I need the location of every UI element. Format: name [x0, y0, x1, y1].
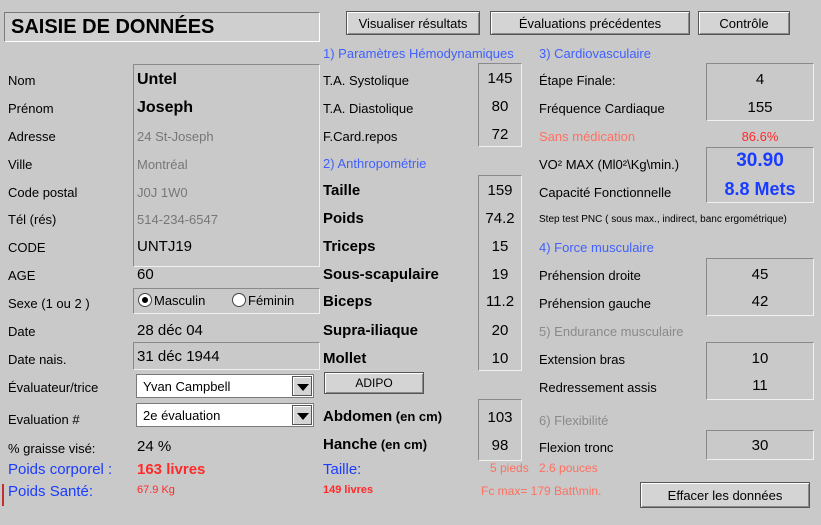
code-field[interactable]: UNTJ19 — [137, 238, 193, 255]
label-supra-iliaque: Supra-iliaque — [323, 322, 419, 339]
adipo-button[interactable]: ADIPO — [324, 372, 424, 394]
label-date-nais: Date nais. — [8, 352, 67, 367]
clear-data-button[interactable]: Effacer les données — [640, 482, 810, 508]
tel-field[interactable]: 514-234-6547 — [137, 212, 218, 227]
label-sous-scapulaire: Sous-scapulaire — [323, 266, 439, 283]
label-tel: Tél (rés) — [8, 212, 57, 227]
radio-female-icon[interactable] — [232, 293, 246, 307]
abdomen-label-group: Abdomen (en cm) — [323, 408, 443, 425]
poids-sante-label: Poids Santé: — [8, 483, 94, 500]
section-anthropometrie: 2) Anthropométrie — [323, 156, 427, 171]
control-button[interactable]: Contrôle — [698, 11, 790, 35]
prehension-gauche-value[interactable]: 42 — [751, 293, 769, 310]
sexe-male-option[interactable]: Masculin — [138, 293, 205, 308]
mollet-value[interactable]: 10 — [491, 350, 509, 367]
taille-value[interactable]: 159 — [487, 182, 513, 199]
evaluation-select[interactable]: 2e évaluation — [136, 403, 314, 427]
taille-footer-label: Taille: — [323, 461, 362, 478]
capacite-fonctionnelle-value: 8.8 Mets — [724, 179, 796, 199]
label-nom: Nom — [8, 73, 36, 88]
taille-pouces: 2.6 pouces — [539, 461, 598, 475]
section-hemodynamique: 1) Paramètres Hémodynamiques — [323, 46, 514, 61]
step-test-note: Step test PNC ( sous max., indirect, banc ergométrique) — [539, 214, 787, 225]
prenom-field[interactable]: Joseph — [137, 99, 194, 116]
graisse-field[interactable]: 24 % — [137, 438, 172, 455]
evaluateur-select[interactable]: Yvan Campbell — [136, 374, 314, 398]
ta-systolique-value[interactable]: 145 — [487, 70, 513, 87]
medication-percent: 86.6% — [741, 129, 779, 144]
label-sexe: Sexe (1 ou 2 ) — [8, 296, 90, 311]
left-marker — [2, 484, 4, 506]
chevron-down-icon[interactable] — [292, 376, 312, 396]
page-title: SAISIE DE DONNÉES — [4, 12, 320, 42]
label-ta-diastolique: T.A. Diastolique — [323, 101, 414, 116]
label-capacite-fonctionnelle: Capacité Fonctionnelle — [539, 185, 672, 200]
poids-corporel-label: Poids corporel : — [8, 461, 113, 478]
label-evaluateur: Évaluateur/trice — [8, 380, 99, 395]
label-date: Date — [8, 324, 36, 339]
code-postal-field[interactable]: J0J 1W0 — [137, 185, 188, 200]
section-force-musculaire: 4) Force musculaire — [539, 240, 654, 255]
section-flexibilite: 6) Flexibilité — [539, 413, 609, 428]
previous-evaluations-button[interactable]: Évaluations précédentes — [490, 11, 690, 35]
nom-field[interactable]: Untel — [137, 71, 177, 88]
label-biceps: Biceps — [323, 293, 373, 310]
supra-iliaque-value[interactable]: 20 — [491, 322, 509, 339]
vo2-max-value: 30.90 — [736, 150, 784, 171]
label-poids: Poids — [323, 210, 364, 227]
poids-value[interactable]: 74.2 — [485, 210, 515, 227]
hanche-value[interactable]: 98 — [491, 437, 509, 454]
section-endurance-musculaire: 5) Endurance musculaire — [539, 324, 684, 339]
poids-sante-value: 67.9 Kg — [137, 484, 175, 496]
label-age: AGE — [8, 268, 36, 283]
section-cardiovasculaire: 3) Cardiovasculaire — [539, 46, 651, 61]
label-frequence-cardiaque: Fréquence Cardiaque — [539, 101, 665, 116]
view-results-button[interactable]: Visualiser résultats — [346, 11, 480, 35]
taille-pieds: 5 pieds — [490, 461, 529, 475]
ta-diastolique-value[interactable]: 80 — [491, 98, 509, 115]
label-fcard-repos: F.Card.repos — [323, 129, 398, 144]
label-extension-bras: Extension bras — [539, 352, 625, 367]
sans-medication-label: Sans médication — [539, 129, 636, 144]
etape-finale-value[interactable]: 4 — [755, 71, 765, 88]
frequence-cardiaque-value[interactable]: 155 — [747, 99, 773, 116]
ville-field[interactable]: Montréal — [137, 157, 188, 172]
prehension-droite-value[interactable]: 45 — [751, 266, 769, 283]
sexe-female-option[interactable]: Féminin — [232, 293, 294, 308]
abdomen-value[interactable]: 103 — [487, 409, 513, 426]
hanche-label-group: Hanche (en cm) — [323, 436, 428, 453]
age-field[interactable]: 60 — [137, 266, 154, 283]
label-evaluation: Evaluation # — [8, 412, 80, 427]
label-code: CODE — [8, 240, 46, 255]
taille-footer-value: 149 livres — [323, 484, 374, 496]
radio-male-icon[interactable] — [138, 293, 152, 307]
poids-corporel-value: 163 livres — [137, 461, 206, 478]
label-code-postal: Code postal — [8, 185, 78, 200]
label-mollet: Mollet — [323, 350, 367, 367]
label-prenom: Prénom — [8, 101, 54, 116]
extension-bras-value[interactable]: 10 — [751, 350, 769, 367]
label-ville: Ville — [8, 157, 33, 172]
label-prehension-gauche: Préhension gauche — [539, 296, 652, 311]
sous-scapulaire-value[interactable]: 19 — [491, 266, 509, 283]
label-triceps: Triceps — [323, 238, 376, 255]
flexion-tronc-value[interactable]: 30 — [751, 437, 769, 454]
redressement-assis-value[interactable]: 11 — [752, 377, 768, 394]
chevron-down-icon[interactable] — [292, 405, 312, 425]
label-graisse: % graisse visé: — [8, 441, 96, 456]
label-flexion-tronc: Flexion tronc — [539, 440, 614, 455]
triceps-value[interactable]: 15 — [491, 238, 509, 255]
fcard-repos-value[interactable]: 72 — [491, 126, 509, 143]
label-prehension-droite: Préhension droite — [539, 268, 641, 283]
date-nais-field[interactable]: 31 déc 1944 — [137, 348, 220, 365]
biceps-value[interactable]: 11.2 — [485, 293, 515, 310]
label-adresse: Adresse — [8, 129, 56, 144]
adresse-field[interactable]: 24 St-Joseph — [137, 129, 214, 144]
label-vo2-max: VO² MAX (Ml0²\Kg\min.) — [539, 157, 680, 172]
label-redressement-assis: Redressement assis — [539, 380, 657, 395]
label-etape-finale: Étape Finale: — [539, 73, 616, 88]
label-ta-systolique: T.A. Systolique — [323, 73, 409, 88]
fc-max: Fc max= 179 Batt\min. — [481, 484, 602, 498]
label-taille: Taille — [323, 182, 361, 199]
date-field[interactable]: 28 déc 04 — [137, 322, 203, 339]
